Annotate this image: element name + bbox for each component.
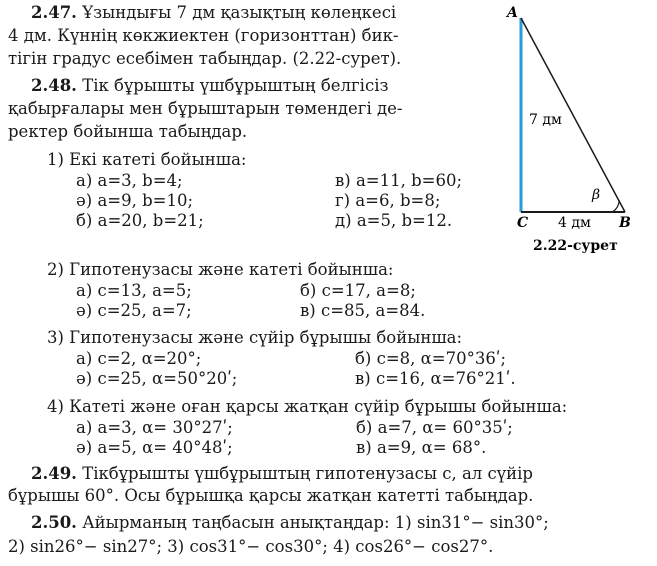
list-item: в) a=11, b=60;: [335, 171, 463, 190]
vertex-label-a: A: [507, 5, 518, 21]
figure-caption: 2.22-сурет: [533, 238, 618, 254]
list-item: г) a=6, b=8;: [335, 191, 441, 210]
list-item: а) a=3, b=4;: [76, 171, 183, 190]
list-item: в) c=85, a=84.: [300, 301, 426, 320]
triangle-figure: [495, 0, 657, 262]
problem-number: 2.48.: [31, 76, 77, 95]
list-item: ә) a=9, b=10;: [76, 191, 194, 210]
list-item: а) c=2, α=20°;: [76, 349, 202, 368]
subsection-1-heading: 1) Екі катеті бойынша:: [47, 150, 247, 169]
problem-2-48-line1: [31, 76, 388, 96]
list-item: б) c=8, α=70°36ʹ;: [355, 349, 507, 368]
problem-number: 2.50.: [31, 513, 77, 532]
subsection-4-heading: 4) Катеті және оған қарсы жатқан сүйір бұрышы бойынша:: [47, 397, 568, 416]
list-item: ә) c=25, a=7;: [76, 301, 192, 320]
problem-number: 2.47.: [31, 3, 77, 22]
problem-2-49-line2: бұрышы 60°. Осы бұрышқа қарсы жатқан катетті табыңдар.: [8, 486, 534, 505]
problem-text: Айырманың таңбасын анықтаңдар: 1) sin31°− sin30°;: [82, 513, 549, 532]
vertex-label-c: C: [517, 215, 529, 231]
problem-2-47-line3: тігін градус есебімен табыңдар. (2.22-сурет).: [8, 49, 402, 68]
angle-arc: [612, 200, 619, 212]
side-label-cb: 4 дм: [558, 215, 591, 231]
problem-2-47-line1: [31, 3, 396, 23]
problem-text: Ұзындығы 7 дм қазықтың көлеңкесі: [82, 3, 397, 22]
angle-label: β: [592, 187, 601, 203]
problem-2-50-line2: 2) sin26°− sin27°; 3) cos31°− cos30°; 4) cos26°− cos27°.: [8, 537, 494, 556]
list-item: в) a=9, α= 68°.: [356, 438, 487, 457]
list-item: а) a=3, α= 30°27ʹ;: [76, 418, 233, 437]
list-item: ә) a=5, α= 40°48ʹ;: [76, 438, 233, 457]
problem-2-48-line2: қабырғалары мен бұрыштарын төмендегі де-: [8, 99, 403, 118]
problem-2-49-line1: [31, 464, 533, 484]
problem-number: 2.49.: [31, 464, 77, 483]
problem-text: Тікбұрышты үшбұрыштың гипотенузасы c, ал сүйір: [82, 464, 533, 483]
side-label-ac: 7 дм: [529, 112, 562, 128]
list-item: б) a=7, α= 60°35ʹ;: [356, 418, 513, 437]
list-item: ә) c=25, α=50°20ʹ;: [76, 369, 238, 388]
vertex-label-b: B: [619, 215, 631, 231]
list-item: б) a=20, b=21;: [76, 211, 204, 230]
problem-2-50-line1: [31, 513, 549, 533]
list-item: а) c=13, a=5;: [76, 281, 192, 300]
subsection-3-heading: 3) Гипотенузасы және сүйір бұрышы бойынша:: [47, 328, 463, 347]
problem-2-47-line2: 4 дм. Күннің көкжиектен (горизонттан) бик-: [8, 26, 399, 45]
problem-2-48-line3: ректер бойынша табыңдар.: [8, 122, 248, 141]
subsection-2-heading: 2) Гипотенузасы және катеті бойынша:: [47, 260, 394, 279]
list-item: в) c=16, α=76°21ʹ.: [355, 369, 516, 388]
list-item: б) c=17, a=8;: [300, 281, 416, 300]
list-item: д) a=5, b=12.: [335, 211, 453, 230]
problem-text: Тік бұрышты үшбұрыштың белгісіз: [82, 76, 389, 95]
